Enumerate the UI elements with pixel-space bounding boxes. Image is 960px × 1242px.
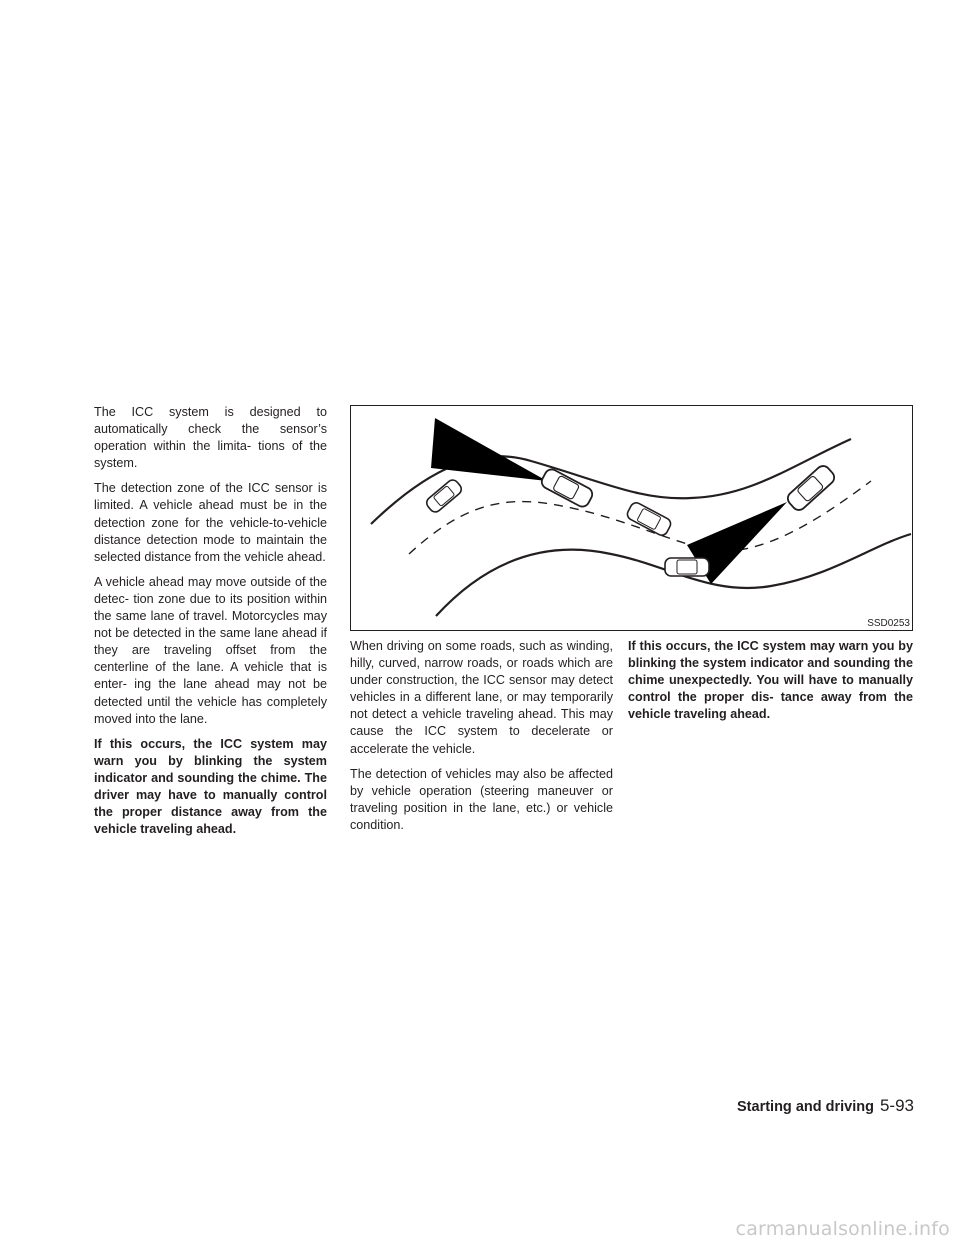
left-text-column	[94, 404, 327, 846]
car-icon-4	[665, 558, 709, 576]
road-detection-figure	[350, 405, 913, 631]
warning-paragraph-left: If this occurs, the ICC system may warn you by blinking the system indicator and sounding the chime. The driver may have to manually control the proper distance away from the vehicle traveling ahead.	[94, 736, 327, 837]
page-footer	[737, 1096, 914, 1116]
car-icon-1	[424, 478, 463, 515]
page-number: 5-93	[879, 1096, 914, 1115]
paragraph-winding-roads: When driving on some roads, such as winding, hilly, curved, narrow roads, or roads which are under construction, the ICC sensor may detect vehicles in a different lane, or may temporarily not detect a vehicle traveling ahead. This may cause the ICC system to decelerate or accelerate the vehicle.	[350, 639, 613, 756]
paragraph-vehicle-operation: The detection of vehicles may also be affected by vehicle operation (steering maneuver or traveling position in the lane, etc.) or vehicle condition.	[350, 766, 613, 832]
car-icon-2	[539, 467, 594, 509]
warning-paragraph-right: If this occurs, the ICC system may warn you by blinking the system indicator and sounding the chime unexpectedly. You will have to manually control the proper dis- tance away from the vehicle traveling ahead.	[628, 639, 913, 722]
detection-zone-beam-1	[431, 418, 547, 481]
paragraph-vehicle-outside-zone: A vehicle ahead may move outside of the detec- tion zone due to its position within the same lane of travel. Motorcycles may not be detected in the same lane ahead if they are traveling offset from the centerline of the lane. A vehicle that is enter- ing the lane ahead may not be detected until the vehicle has completely moved into the lane.	[94, 574, 327, 726]
paragraph-detection-zone-limited: The detection zone of the ICC sensor is limited. A vehicle ahead must be in the detection zone for the vehicle-to-vehicle distance detection mode to maintain the selected distance from the vehicle ahead.	[94, 481, 327, 564]
footer-section-title: Starting and driving	[737, 1099, 874, 1115]
figure-code: SSD0253	[867, 618, 910, 629]
paragraph-icc-self-check: The ICC system is designed to automatically check the sensor’s operation within the limita- tions of the system.	[94, 405, 327, 471]
right-text-column	[628, 638, 913, 731]
car-icon-5	[785, 463, 837, 513]
middle-text-column	[350, 638, 613, 842]
watermark-text: carmanualsonline.info	[735, 1218, 950, 1240]
curved-road-detection-zone-illustration	[351, 406, 912, 630]
